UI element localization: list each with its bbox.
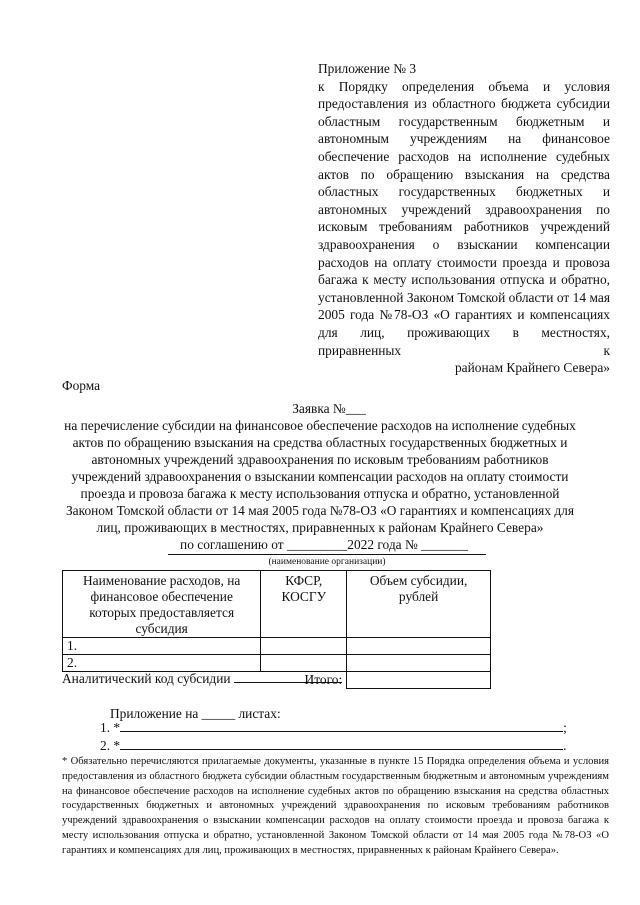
analytic-code-row — [62, 670, 342, 687]
row-amount[interactable] — [347, 638, 491, 655]
attachment-item-suffix: ; — [563, 720, 567, 735]
request-number: Заявка №___ — [292, 401, 366, 416]
row-code[interactable] — [261, 638, 347, 655]
analytic-code-field[interactable] — [234, 670, 342, 683]
appendix-text: к Порядку определения объема и условия предоставления из областного бюджета субсидии областным государственным бюджетным и автономным учреждениям на финансовое обеспечение расходов на исполнение судебных актов по обращению взыскания на средства областных государственных бюджетных и автономных учреждений здравоохранения по исковым требованиям работников учреждений здравоохранения о взыскании компенсации расходов на оплату стоимости проезда и провоза багажа к месту использования отпуска и обратно, установленной Законом Томской области от 14 мая 2005 года №78-ОЗ «О гарантиях и компенсациях для лиц, проживающих в местностях, приравненных к — [318, 78, 610, 358]
organization-label: (наименование организации) — [268, 557, 386, 567]
attachment-item — [100, 737, 566, 754]
header-subsidy-amount: Объем субсидии, рублей — [347, 571, 491, 638]
attachment-item-field[interactable] — [120, 719, 563, 732]
table-header-row — [63, 571, 491, 638]
header-expense-name: Наименование расходов, на финансовое обеспечение которых предоставляется субсидия — [63, 571, 261, 638]
request-title-line: автономных учреждений здравоохранения по исковым требованиям работников — [91, 452, 549, 467]
appendix-title: Приложение № 3 — [318, 61, 417, 76]
header-kfsr-kosgu: КФСР, КОСГУ — [261, 571, 347, 638]
total-value[interactable] — [347, 672, 491, 689]
attachment-item-prefix: 2. * — [100, 738, 121, 753]
request-title — [0, 400, 640, 553]
request-title-line: на перечисление субсидии на финансовое обеспечение расходов на исполнение судебных — [64, 418, 576, 433]
attachment-item-field[interactable] — [120, 737, 563, 750]
row-expense-name[interactable]: 1. — [63, 638, 261, 655]
row-code[interactable] — [261, 655, 347, 672]
agreement-line: по соглашению от _________2022 года № _______ — [180, 537, 468, 552]
appendix-block — [318, 60, 610, 377]
request-title-line: лиц, проживающих в местностях, приравненных к районам Крайнего Севера» — [96, 520, 544, 535]
table-row — [63, 655, 491, 672]
request-title-line: учреждений здравоохранения о взыскании компенсации расходов на оплату стоимости — [71, 469, 569, 484]
footnote: * Обязательно перечисляются прилагаемые документы, указанные в пункте 15 Порядка определения объема и условия предоставления из областного бюджета субсидии областным государственным бюджетным и автономным учреждениям на финансовое обеспечение расходов на исполнение судебных актов по обращению взыскания на средства областных государственных бюджетных и автономных учреждений здравоохранения по исковым требованиям работников учреждений здравоохранения о взыскании компенсации расходов на оплату стоимости проезда и провоза багажа к месту использования отпуска и обратно, установленной Законом Томской области от 14 мая 2005 года №78-ОЗ «О гарантиях и компенсациях для лиц, проживающих в местностях, приравненных к районам Крайнего Севера». — [62, 756, 609, 856]
attachment-item-suffix: . — [563, 738, 567, 753]
row-expense-name[interactable]: 2. — [63, 655, 261, 672]
attachments-heading: Приложение на _____ листах: — [110, 706, 281, 721]
analytic-code-label: Аналитический код субсидии — [62, 671, 231, 686]
attachment-item — [100, 719, 567, 736]
table-row — [63, 638, 491, 655]
organization-name-field[interactable] — [168, 554, 486, 555]
request-title-line: актов по обращению взыскания на средства областных государственных бюджетных и — [72, 435, 568, 450]
request-title-line: Законом Томской области от 14 мая 2005 года №78-ОЗ «О гарантиях и компенсациях для — [65, 503, 575, 518]
form-label: Форма — [62, 378, 101, 393]
row-amount[interactable] — [347, 655, 491, 672]
attachment-item-prefix: 1. * — [100, 720, 121, 735]
total-label: Итого: — [63, 672, 347, 689]
request-title-line: проезда и провоза багажа к месту использования отпуска и обратно, установленной — [80, 486, 560, 501]
appendix-text-last-line: районам Крайнего Севера» — [454, 360, 610, 376]
